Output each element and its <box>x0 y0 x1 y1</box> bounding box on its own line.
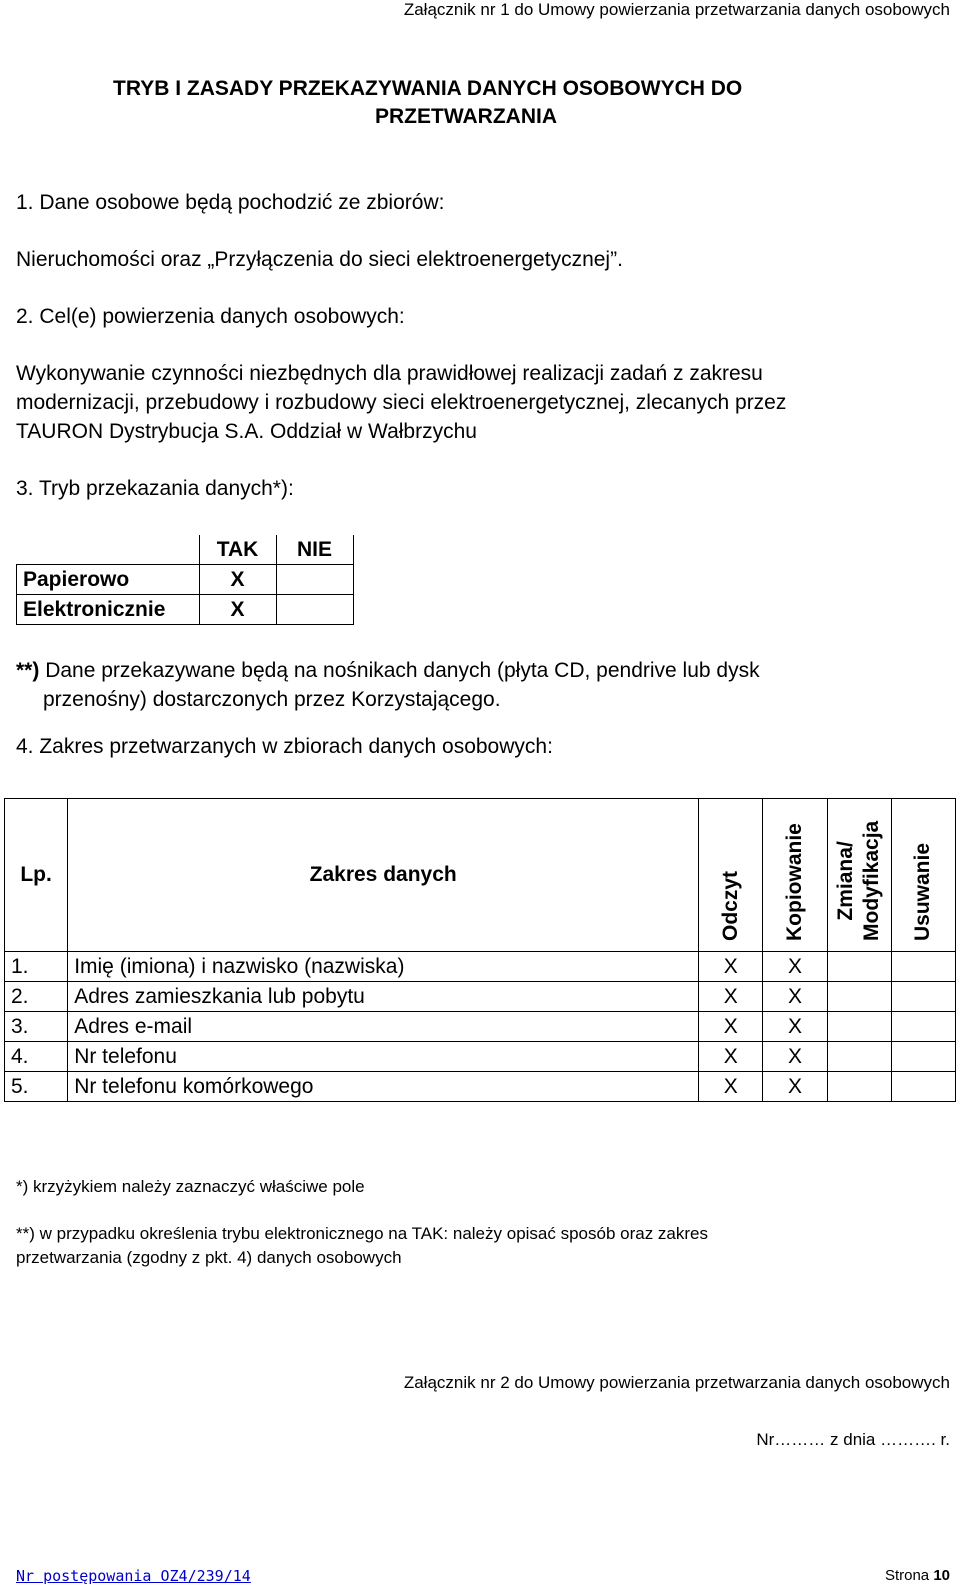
row-copy: X <box>763 1012 827 1042</box>
row-delete <box>891 1072 955 1102</box>
empty-cell <box>17 535 200 565</box>
column-modify-label-line1: Zmiana/ <box>834 841 858 921</box>
column-modify-label-line2: Modyfikacja <box>860 820 884 941</box>
row-modify <box>827 1012 891 1042</box>
row-scope: Adres zamieszkania lub pobytu <box>68 982 699 1012</box>
column-copy-label: Kopiowanie <box>782 823 806 941</box>
column-lp: Lp. <box>5 799 68 952</box>
note-text-line1: Dane przekazywane będą na nośnikach danych (płyta CD, pendrive lub dysk <box>45 659 760 682</box>
transfer-mode-nie <box>276 595 353 625</box>
section2-text-line1: Wykonywanie czynności niezbędnych dla prawidłowej realizacji zadań z zakresu <box>16 362 763 385</box>
data-scope-row <box>5 982 956 1012</box>
transfer-mode-label: Papierowo <box>17 565 200 595</box>
row-read: X <box>699 1012 763 1042</box>
transfer-mode-tak: X <box>199 595 276 625</box>
section3-heading: 3. Tryb przekazania danych*): <box>16 477 294 500</box>
row-modify <box>827 1072 891 1102</box>
row-modify <box>827 952 891 982</box>
data-scope-row <box>5 1012 956 1042</box>
row-read: X <box>699 952 763 982</box>
document-title-line1: TRYB I ZASADY PRZEKAZYWANIA DANYCH OSOBOWYCH DO <box>113 77 743 100</box>
row-lp: 5. <box>5 1072 68 1102</box>
note-mark: **) <box>16 659 40 682</box>
column-nie: NIE <box>276 535 353 565</box>
section2-text-line3: TAURON Dystrybucja S.A. Oddział w Wałbrzychu <box>16 420 477 443</box>
row-delete <box>891 1042 955 1072</box>
row-read: X <box>699 1042 763 1072</box>
transfer-mode-row <box>17 595 354 625</box>
footnote-checkmark: *) krzyżykiem należy zaznaczyć właściwe pole <box>16 1177 365 1196</box>
section1-text: Nieruchomości oraz „Przyłączenia do sieci elektroenergetycznej”. <box>16 248 623 271</box>
transfer-mode-table <box>16 535 354 625</box>
column-modify-label <box>833 821 885 941</box>
row-read: X <box>699 982 763 1012</box>
transfer-mode-label: Elektronicznie <box>17 595 200 625</box>
row-scope: Nr telefonu komórkowego <box>68 1072 699 1102</box>
section4-heading: 4. Zakres przetwarzanych w zbiorach danych osobowych: <box>16 735 553 758</box>
page-number <box>885 1567 950 1584</box>
row-scope: Imię (imiona) i nazwisko (nazwiska) <box>68 952 699 982</box>
footnote-electronic-line2: przetwarzania (zgodny z pkt. 4) danych osobowych <box>16 1248 402 1267</box>
row-scope: Nr telefonu <box>68 1042 699 1072</box>
annex1-header: Załącznik nr 1 do Umowy powierzania przetwarzania danych osobowych <box>403 0 950 19</box>
row-modify <box>827 982 891 1012</box>
section1-heading: 1. Dane osobowe będą pochodzić ze zbiorów: <box>16 191 445 214</box>
row-lp: 2. <box>5 982 68 1012</box>
row-lp: 4. <box>5 1042 68 1072</box>
transfer-mode-header-row <box>17 535 354 565</box>
column-read-label: Odczyt <box>718 870 742 941</box>
column-scope: Zakres danych <box>68 799 699 952</box>
data-scope-row <box>5 1072 956 1102</box>
row-copy: X <box>763 1072 827 1102</box>
transfer-mode-nie <box>276 565 353 595</box>
footnote-electronic-line1: **) w przypadku określenia trybu elektronicznego na TAK: należy opisać sposób oraz zakres <box>16 1224 709 1243</box>
row-copy: X <box>763 982 827 1012</box>
data-scope-row <box>5 1042 956 1072</box>
column-delete <box>891 799 955 952</box>
column-modify <box>827 799 891 952</box>
transfer-mode-row <box>17 565 354 595</box>
row-delete <box>891 1012 955 1042</box>
row-lp: 1. <box>5 952 68 982</box>
data-scope-header-row <box>5 799 956 952</box>
section2-heading: 2. Cel(e) powierzenia danych osobowych: <box>16 305 405 328</box>
procedure-number-link[interactable]: Nr postępowania OZ4/239/14 <box>16 1567 251 1585</box>
row-scope: Adres e-mail <box>68 1012 699 1042</box>
column-delete-label: Usuwanie <box>911 842 935 941</box>
data-scope-row <box>5 952 956 982</box>
transfer-mode-tak: X <box>199 565 276 595</box>
document-title-line2: PRZETWARZANIA <box>375 105 557 128</box>
row-delete <box>891 952 955 982</box>
annex2-number-line: Nr……… z dnia ………. r. <box>756 1430 950 1449</box>
section3-note-line2: przenośny) dostarczonych przez Korzystającego. <box>43 688 501 711</box>
page-label: Strona <box>884 1567 930 1584</box>
section2-text-line2: modernizacji, przebudowy i rozbudowy sieci elektroenergetycznej, zlecanych przez <box>16 391 787 414</box>
row-delete <box>891 982 955 1012</box>
row-read: X <box>699 1072 763 1102</box>
column-read <box>699 799 763 952</box>
row-lp: 3. <box>5 1012 68 1042</box>
page-number-value: 10 <box>933 1567 950 1584</box>
data-scope-table <box>4 798 956 1102</box>
annex2-title: Załącznik nr 2 do Umowy powierzania przetwarzania danych osobowych <box>403 1373 950 1392</box>
column-tak: TAK <box>199 535 276 565</box>
row-copy: X <box>763 1042 827 1072</box>
section3-note-line1 <box>16 656 950 685</box>
row-copy: X <box>763 952 827 982</box>
column-copy <box>763 799 827 952</box>
row-modify <box>827 1042 891 1072</box>
